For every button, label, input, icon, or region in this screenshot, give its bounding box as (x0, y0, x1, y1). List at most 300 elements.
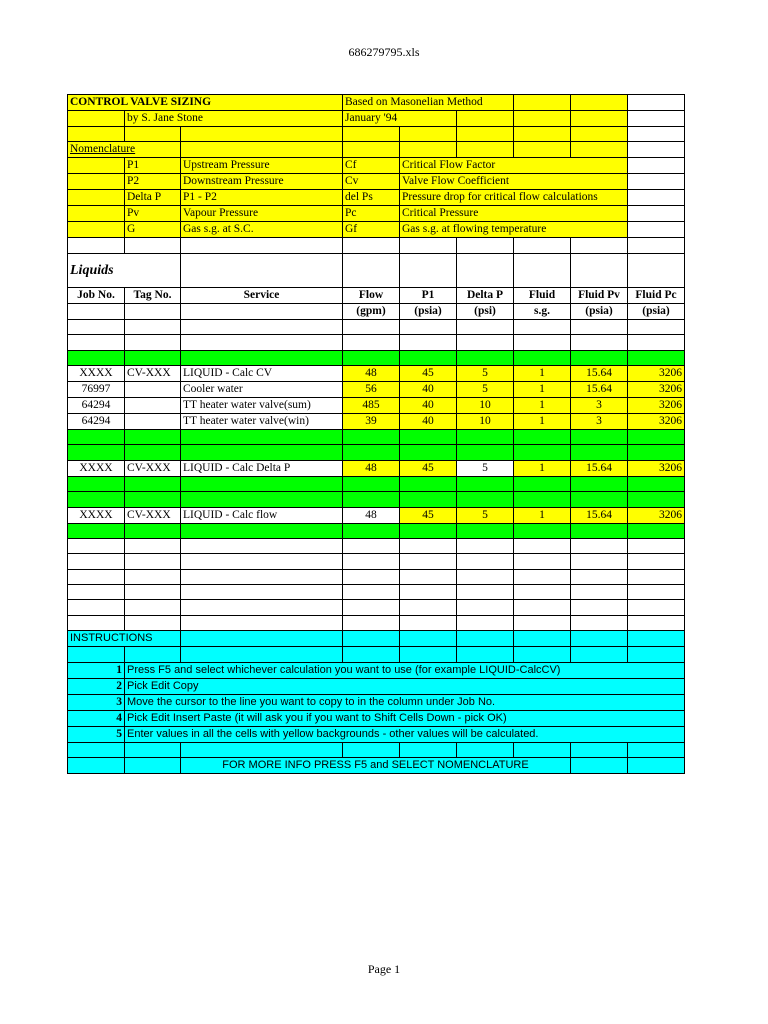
p1[interactable]: 45 (400, 460, 457, 476)
empty-cell[interactable] (125, 492, 181, 507)
empty-cell[interactable] (125, 554, 181, 569)
service[interactable]: LIQUID - Calc flow (181, 507, 343, 523)
fluid-pv[interactable]: 15.64 (571, 460, 628, 476)
empty-cell[interactable] (514, 429, 571, 444)
empty-cell[interactable] (68, 303, 125, 319)
empty-cell[interactable] (125, 445, 181, 460)
tag-no[interactable]: CV-XXX (125, 460, 181, 476)
empty-cell[interactable] (514, 238, 571, 253)
empty-cell[interactable] (628, 600, 685, 615)
empty-cell[interactable] (125, 600, 181, 615)
empty-cell[interactable] (68, 615, 125, 630)
empty-cell[interactable] (343, 631, 400, 647)
empty-cell[interactable] (571, 238, 628, 253)
empty-cell[interactable] (571, 742, 628, 757)
empty-cell[interactable] (571, 615, 628, 630)
empty-cell[interactable] (514, 335, 571, 350)
fluid-pv[interactable]: 3 (571, 397, 628, 413)
empty-cell[interactable] (68, 742, 125, 757)
flow[interactable]: 48 (343, 507, 400, 523)
empty-cell[interactable] (514, 742, 571, 757)
empty-cell[interactable] (68, 523, 125, 538)
empty-cell[interactable] (125, 319, 181, 334)
empty-cell[interactable] (125, 429, 181, 444)
empty-cell[interactable] (68, 319, 125, 334)
job-no[interactable]: 64294 (68, 413, 125, 429)
nom-description: Pressure drop for critical flow calculations (400, 190, 628, 206)
empty-cell[interactable] (514, 538, 571, 553)
nom-description: Gas s.g. at S.C. (181, 222, 343, 238)
fluid-pv[interactable]: 3 (571, 413, 628, 429)
empty-cell[interactable] (571, 445, 628, 460)
empty-cell[interactable] (628, 222, 685, 238)
empty-cell[interactable] (343, 445, 400, 460)
empty-cell[interactable] (125, 303, 181, 319)
flow[interactable]: 39 (343, 413, 400, 429)
empty-cell[interactable] (514, 253, 571, 287)
nomenclature-row (68, 174, 685, 190)
separator-row (68, 429, 685, 444)
empty-cell[interactable] (628, 350, 685, 365)
empty-cell[interactable] (628, 127, 685, 142)
empty-cell[interactable] (514, 95, 571, 111)
data-row (68, 381, 685, 397)
empty-cell[interactable] (68, 569, 125, 584)
empty-cell[interactable] (343, 127, 400, 142)
empty-cell[interactable] (343, 319, 400, 334)
empty-cell[interactable] (514, 569, 571, 584)
empty-cell[interactable] (457, 523, 514, 538)
flow[interactable]: 485 (343, 397, 400, 413)
nom-description: Vapour Pressure (181, 206, 343, 222)
empty-cell[interactable] (400, 538, 457, 553)
empty-row (68, 319, 685, 334)
delta-p[interactable]: 10 (457, 397, 514, 413)
empty-cell[interactable] (571, 631, 628, 647)
empty-cell[interactable] (628, 631, 685, 647)
p1[interactable]: 40 (400, 413, 457, 429)
instructions-heading: INSTRUCTIONS (68, 631, 181, 647)
job-no[interactable]: XXXX (68, 460, 125, 476)
title-row (68, 95, 685, 111)
nom-symbol: G (125, 222, 181, 238)
empty-cell[interactable] (514, 523, 571, 538)
empty-cell[interactable] (400, 127, 457, 142)
empty-cell[interactable] (400, 445, 457, 460)
empty-cell[interactable] (68, 127, 125, 142)
empty-cell[interactable] (181, 127, 343, 142)
empty-cell[interactable] (68, 429, 125, 444)
empty-cell[interactable] (400, 647, 457, 662)
empty-cell[interactable] (571, 492, 628, 507)
empty-cell[interactable] (343, 742, 400, 757)
empty-cell[interactable] (400, 429, 457, 444)
empty-cell[interactable] (628, 492, 685, 507)
empty-cell[interactable] (343, 492, 400, 507)
empty-cell[interactable] (125, 538, 181, 553)
empty-cell[interactable] (457, 492, 514, 507)
empty-cell[interactable] (68, 206, 125, 222)
empty-cell[interactable] (514, 111, 571, 127)
sheet-title: CONTROL VALVE SIZING (68, 95, 343, 111)
tag-no[interactable] (125, 397, 181, 413)
delta-p[interactable]: 5 (457, 507, 514, 523)
step-text: Press F5 and select whichever calculation you want to use (for example LIQUID-CalcCV) (125, 662, 685, 678)
empty-cell[interactable] (628, 742, 685, 757)
flow[interactable]: 48 (343, 460, 400, 476)
empty-cell[interactable] (457, 585, 514, 600)
empty-cell[interactable] (628, 476, 685, 491)
instruction-step (68, 662, 685, 678)
instruction-step (68, 710, 685, 726)
empty-cell[interactable] (343, 647, 400, 662)
empty-cell[interactable] (68, 492, 125, 507)
empty-cell[interactable] (571, 569, 628, 584)
step-text: Pick Edit Copy (125, 678, 685, 694)
job-no[interactable]: XXXX (68, 507, 125, 523)
p1[interactable]: 45 (400, 365, 457, 381)
empty-cell[interactable] (181, 350, 343, 365)
empty-cell[interactable] (400, 492, 457, 507)
empty-cell[interactable] (181, 445, 343, 460)
empty-cell[interactable] (181, 492, 343, 507)
empty-cell[interactable] (68, 445, 125, 460)
empty-cell[interactable] (457, 127, 514, 142)
empty-row (68, 600, 685, 615)
fluid-pc[interactable]: 3206 (628, 381, 685, 397)
empty-cell[interactable] (571, 319, 628, 334)
empty-row (68, 538, 685, 553)
page-number: Page 1 (367, 962, 401, 976)
tag-no[interactable] (125, 413, 181, 429)
job-no[interactable]: 64294 (68, 397, 125, 413)
empty-cell[interactable] (343, 615, 400, 630)
empty-cell[interactable] (514, 350, 571, 365)
empty-cell[interactable] (68, 335, 125, 350)
empty-cell[interactable] (125, 585, 181, 600)
empty-cell[interactable] (181, 600, 343, 615)
empty-cell[interactable] (68, 758, 125, 774)
empty-cell[interactable] (628, 158, 685, 174)
tag-no[interactable]: CV-XXX (125, 365, 181, 381)
empty-cell[interactable] (125, 238, 181, 253)
empty-cell[interactable] (514, 631, 571, 647)
empty-cell[interactable] (343, 335, 400, 350)
empty-cell[interactable] (571, 142, 628, 158)
empty-cell[interactable] (181, 429, 343, 444)
p1[interactable]: 40 (400, 397, 457, 413)
empty-cell[interactable] (400, 569, 457, 584)
empty-cell[interactable] (68, 554, 125, 569)
empty-cell[interactable] (514, 492, 571, 507)
fluid-pc[interactable]: 3206 (628, 413, 685, 429)
empty-cell[interactable] (571, 758, 628, 774)
flow[interactable]: 56 (343, 381, 400, 397)
nom-description: Downstream Pressure (181, 174, 343, 190)
empty-cell[interactable] (628, 142, 685, 158)
empty-cell[interactable] (400, 476, 457, 491)
empty-cell[interactable] (457, 111, 514, 127)
empty-cell[interactable] (628, 335, 685, 350)
empty-cell[interactable] (343, 585, 400, 600)
fluid-pc[interactable]: 3206 (628, 397, 685, 413)
empty-cell[interactable] (343, 238, 400, 253)
empty-cell[interactable] (628, 206, 685, 222)
empty-cell[interactable] (68, 538, 125, 553)
empty-cell[interactable] (628, 523, 685, 538)
empty-cell[interactable] (181, 238, 343, 253)
empty-cell[interactable] (628, 253, 685, 287)
fluid-pc[interactable]: 3206 (628, 365, 685, 381)
fluid-pv[interactable]: 15.64 (571, 507, 628, 523)
empty-cell[interactable] (125, 758, 181, 774)
nom-description: P1 - P2 (181, 190, 343, 206)
empty-cell[interactable] (628, 445, 685, 460)
empty-cell[interactable] (181, 631, 343, 647)
empty-cell[interactable] (68, 600, 125, 615)
empty-cell[interactable] (181, 615, 343, 630)
empty-cell[interactable] (400, 253, 457, 287)
empty-cell[interactable] (628, 538, 685, 553)
empty-cell[interactable] (343, 538, 400, 553)
empty-row (68, 585, 685, 600)
service[interactable]: TT heater water valve(sum) (181, 397, 343, 413)
empty-cell[interactable] (125, 569, 181, 584)
nomenclature-label-row (68, 142, 685, 158)
empty-cell[interactable] (343, 253, 400, 287)
service[interactable]: LIQUID - Calc Delta P (181, 460, 343, 476)
empty-cell[interactable] (628, 111, 685, 127)
empty-cell[interactable] (457, 615, 514, 630)
empty-cell[interactable] (628, 319, 685, 334)
nom-symbol: Cf (343, 158, 400, 174)
empty-row (68, 335, 685, 350)
empty-cell[interactable] (400, 742, 457, 757)
empty-cell[interactable] (457, 600, 514, 615)
empty-cell[interactable] (457, 350, 514, 365)
empty-cell[interactable] (628, 238, 685, 253)
empty-cell[interactable] (628, 647, 685, 662)
job-no[interactable]: 76997 (68, 381, 125, 397)
empty-cell[interactable] (514, 615, 571, 630)
empty-cell[interactable] (68, 190, 125, 206)
p1[interactable]: 40 (400, 381, 457, 397)
empty-cell[interactable] (457, 253, 514, 287)
empty-cell[interactable] (343, 600, 400, 615)
empty-cell[interactable] (571, 523, 628, 538)
empty-cell[interactable] (571, 476, 628, 491)
empty-cell[interactable] (125, 523, 181, 538)
empty-cell[interactable] (68, 111, 125, 127)
empty-cell[interactable] (628, 429, 685, 444)
empty-cell[interactable] (571, 127, 628, 142)
empty-cell[interactable] (628, 190, 685, 206)
service[interactable]: TT heater water valve(win) (181, 413, 343, 429)
empty-cell[interactable] (68, 174, 125, 190)
flow[interactable]: 48 (343, 365, 400, 381)
empty-cell[interactable] (181, 554, 343, 569)
fluid-sg[interactable]: 1 (514, 460, 571, 476)
date: January '94 (343, 111, 457, 127)
empty-cell[interactable] (514, 476, 571, 491)
fluid-sg[interactable]: 1 (514, 365, 571, 381)
empty-cell[interactable] (628, 554, 685, 569)
empty-cell[interactable] (125, 647, 181, 662)
empty-cell[interactable] (628, 95, 685, 111)
empty-cell[interactable] (571, 111, 628, 127)
empty-cell[interactable] (571, 95, 628, 111)
nom-description: Critical Flow Factor (400, 158, 628, 174)
empty-cell[interactable] (457, 631, 514, 647)
empty-cell[interactable] (181, 569, 343, 584)
fluid-sg[interactable]: 1 (514, 397, 571, 413)
empty-cell[interactable] (514, 647, 571, 662)
delta-p[interactable]: 5 (457, 365, 514, 381)
separator-row (68, 476, 685, 491)
empty-cell[interactable] (571, 350, 628, 365)
empty-cell[interactable] (628, 615, 685, 630)
tag-no[interactable] (125, 381, 181, 397)
empty-cell[interactable] (181, 538, 343, 553)
empty-cell[interactable] (514, 445, 571, 460)
service[interactable]: Cooler water (181, 381, 343, 397)
empty-cell[interactable] (181, 476, 343, 491)
empty-cell[interactable] (400, 238, 457, 253)
tag-no[interactable]: CV-XXX (125, 507, 181, 523)
empty-cell[interactable] (400, 350, 457, 365)
empty-cell[interactable] (125, 127, 181, 142)
delta-p[interactable]: 5 (457, 460, 514, 476)
empty-cell[interactable] (457, 142, 514, 158)
unit-p1: (psia) (400, 303, 457, 319)
empty-cell[interactable] (457, 445, 514, 460)
empty-cell[interactable] (457, 319, 514, 334)
empty-cell[interactable] (181, 647, 343, 662)
empty-cell[interactable] (343, 429, 400, 444)
empty-cell[interactable] (181, 335, 343, 350)
empty-cell[interactable] (457, 569, 514, 584)
empty-cell[interactable] (68, 350, 125, 365)
empty-cell[interactable] (343, 554, 400, 569)
empty-cell[interactable] (514, 600, 571, 615)
empty-cell[interactable] (457, 429, 514, 444)
empty-cell[interactable] (571, 538, 628, 553)
empty-cell[interactable] (400, 585, 457, 600)
empty-cell[interactable] (181, 585, 343, 600)
nom-symbol: P2 (125, 174, 181, 190)
empty-cell[interactable] (181, 253, 343, 287)
empty-cell[interactable] (571, 585, 628, 600)
fluid-pv[interactable]: 15.64 (571, 365, 628, 381)
empty-cell[interactable] (400, 631, 457, 647)
empty-cell[interactable] (400, 600, 457, 615)
fluid-sg[interactable]: 1 (514, 413, 571, 429)
unit-fluid-pv: (psia) (571, 303, 628, 319)
fluid-sg[interactable]: 1 (514, 381, 571, 397)
empty-cell[interactable] (125, 742, 181, 757)
empty-cell[interactable] (514, 554, 571, 569)
col-service: Service (181, 287, 343, 303)
empty-cell[interactable] (457, 647, 514, 662)
empty-cell[interactable] (457, 742, 514, 757)
step-number: 1 (68, 662, 125, 678)
empty-cell[interactable] (343, 476, 400, 491)
empty-cell[interactable] (571, 429, 628, 444)
empty-cell[interactable] (400, 142, 457, 158)
author-row (68, 111, 685, 127)
fluid-pc[interactable]: 3206 (628, 460, 685, 476)
fluid-pc[interactable]: 3206 (628, 507, 685, 523)
empty-cell[interactable] (628, 758, 685, 774)
empty-cell[interactable] (400, 615, 457, 630)
job-no[interactable]: XXXX (68, 365, 125, 381)
empty-cell[interactable] (628, 174, 685, 190)
empty-cell[interactable] (400, 523, 457, 538)
step-text: Move the cursor to the line you want to copy to in the column under Job No. (125, 694, 685, 710)
empty-cell[interactable] (400, 319, 457, 334)
fluid-pv[interactable]: 15.64 (571, 381, 628, 397)
empty-cell[interactable] (457, 538, 514, 553)
empty-cell[interactable] (68, 585, 125, 600)
empty-cell[interactable] (181, 742, 343, 757)
empty-cell[interactable] (125, 350, 181, 365)
empty-cell[interactable] (68, 647, 125, 662)
empty-cell[interactable] (571, 600, 628, 615)
empty-cell[interactable] (514, 585, 571, 600)
empty-cell[interactable] (400, 335, 457, 350)
delta-p[interactable]: 10 (457, 413, 514, 429)
empty-cell[interactable] (68, 238, 125, 253)
empty-cell[interactable] (628, 585, 685, 600)
empty-cell[interactable] (181, 319, 343, 334)
empty-cell[interactable] (181, 523, 343, 538)
empty-cell[interactable] (68, 158, 125, 174)
empty-cell[interactable] (125, 615, 181, 630)
service[interactable]: LIQUID - Calc CV (181, 365, 343, 381)
empty-cell[interactable] (68, 222, 125, 238)
empty-cell[interactable] (68, 476, 125, 491)
empty-cell[interactable] (343, 523, 400, 538)
method-note: Based on Masonelian Method (343, 95, 514, 111)
empty-cell[interactable] (571, 253, 628, 287)
fluid-sg[interactable]: 1 (514, 507, 571, 523)
empty-cell[interactable] (125, 335, 181, 350)
empty-cell[interactable] (181, 142, 343, 158)
empty-cell[interactable] (343, 569, 400, 584)
empty-cell[interactable] (457, 238, 514, 253)
empty-cell[interactable] (571, 335, 628, 350)
empty-cell[interactable] (343, 350, 400, 365)
empty-cell[interactable] (628, 569, 685, 584)
p1[interactable]: 45 (400, 507, 457, 523)
empty-cell[interactable] (343, 142, 400, 158)
empty-cell[interactable] (571, 554, 628, 569)
empty-row (68, 127, 685, 142)
empty-cell[interactable] (457, 476, 514, 491)
author: by S. Jane Stone (125, 111, 343, 127)
empty-cell[interactable] (181, 303, 343, 319)
empty-cell[interactable] (514, 142, 571, 158)
col-delta-p: Delta P (457, 287, 514, 303)
delta-p[interactable]: 5 (457, 381, 514, 397)
empty-cell[interactable] (457, 335, 514, 350)
empty-cell[interactable] (457, 554, 514, 569)
empty-cell[interactable] (400, 554, 457, 569)
empty-cell[interactable] (514, 319, 571, 334)
empty-cell[interactable] (125, 476, 181, 491)
empty-cell[interactable] (514, 127, 571, 142)
empty-cell[interactable] (571, 647, 628, 662)
